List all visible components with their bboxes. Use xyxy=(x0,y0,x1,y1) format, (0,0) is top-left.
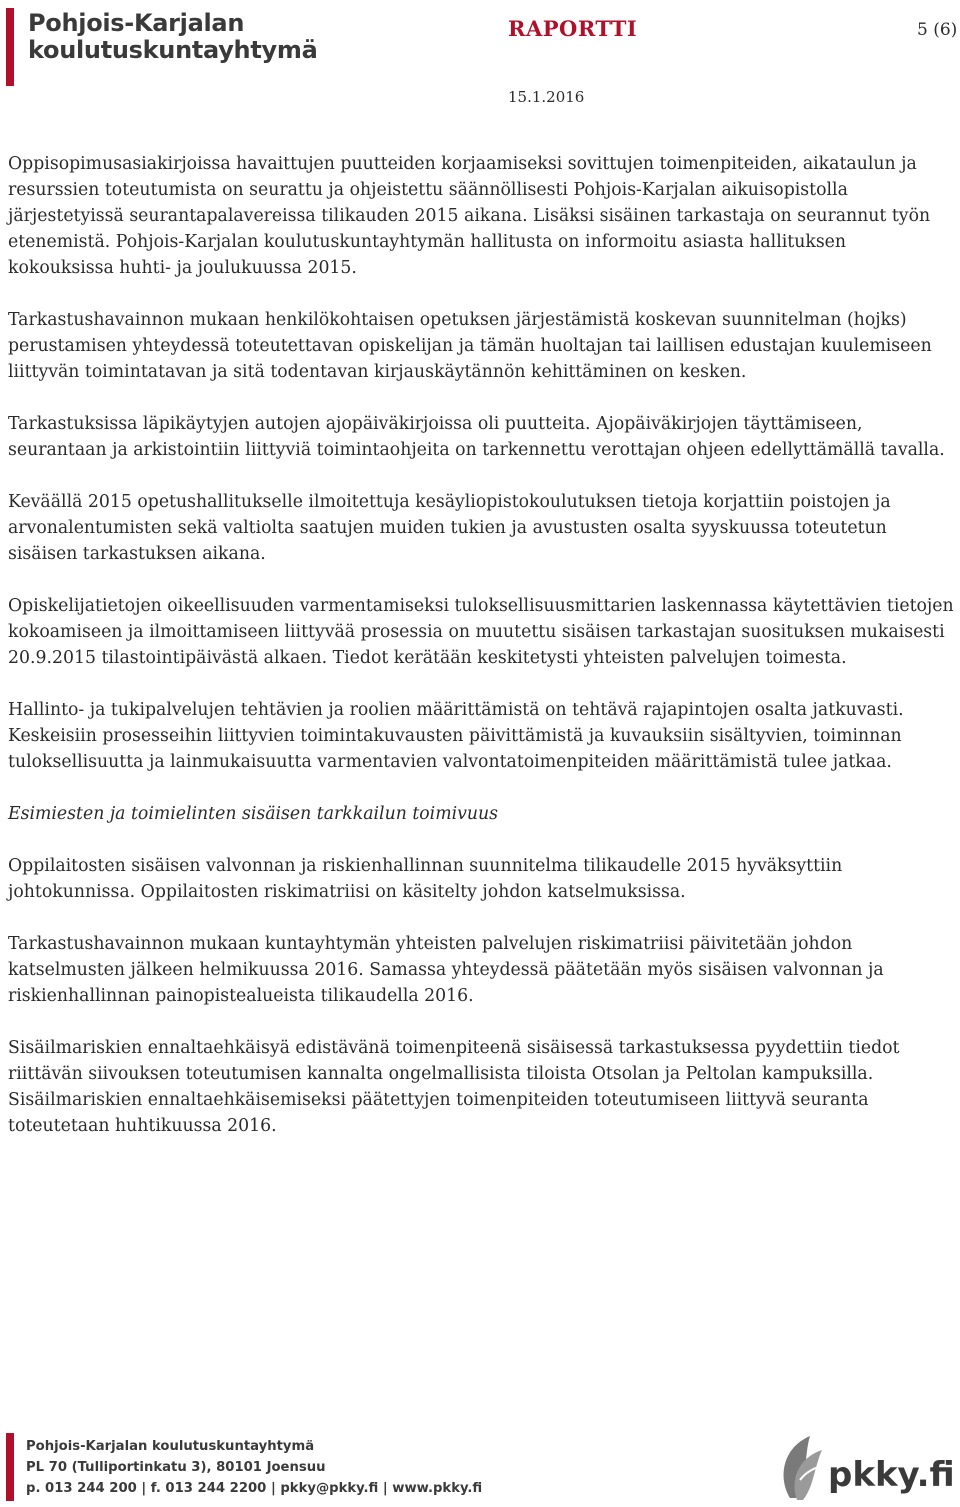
footer-org: Pohjois-Karjalan koulutuskuntayhtymä xyxy=(26,1439,315,1454)
page-number: 5 (6) xyxy=(917,20,958,40)
pkky-logo xyxy=(770,1428,958,1504)
paragraph: Sisäilmariskien ennaltaehkäisyä edistävänä toimenpiteenä sisäisessä tarkastuksessa pyydettiin tiedot riittävän siivouksen toteutumisen kannalta ongelmallisista tiloista Otsolan ja Peltolan kampuksilla. Sisäilmariskien ennaltaehkäisemiseksi päätettyjen toimenpiteiden toteutumiseen liittyvä seuranta toteutetaan huhtikuussa 2016. xyxy=(8,1038,900,1136)
paragraph: Hallinto- ja tukipalvelujen tehtävien ja roolien määrittämistä on tehtävä rajapintojen osalta jatkuvasti. Keskeisiin prosesseihin liittyvien toimintakuvausten päivittämistä ja kuvauksiin sisältyvien, toiminnan tuloksellisuutta ja lainmukaisuutta varmentavien valvontatoimenpiteiden määrittämistä tulee jatkaa. xyxy=(8,700,904,772)
document-body xyxy=(8,151,956,1165)
paragraph: Tarkastushavainnon mukaan henkilökohtaisen opetuksen järjestämistä koskevan suunnitelman (hojks) perustamisen yhteydessä toteutettavan opiskelijan ja tämän huoltajan tai laillisen edustajan kuulemiseen liittyvän toimintatavan ja sitä todentavan kirjauskäytännön kehittäminen on kesken. xyxy=(8,310,932,382)
document-type: RAPORTTI xyxy=(508,16,638,41)
pkky-leaf-icon xyxy=(770,1428,958,1504)
paragraph: Oppisopimusasiakirjoissa havaittujen puutteiden korjaamiseksi sovittujen toimenpiteiden, aikataulun ja resurssien toteutumista on seurattu ja ohjeistettu säännöllisesti Pohjois-Karjalan aikuisopistolla järjestetyissä seurantapalavereissa tilikauden 2015 aikana. Lisäksi sisäinen tarkastaja on seurannut työn etenemistä. Pohjois-Karjalan koulutuskuntayhtymän hallitusta on informoitu asiasta hallituksen kokouksissa huhti- ja joulukuussa 2015. xyxy=(8,154,931,278)
header-logo xyxy=(28,10,317,64)
org-name-line2: koulutuskuntayhtymä xyxy=(28,36,318,64)
paragraph: Opiskelijatietojen oikeellisuuden varmentamiseksi tuloksellisuusmittarien laskennassa käytettävien tietojen kokoamiseen ja ilmoittamiseen liittyvää prosessia on muutettu sisäisen tarkastajan suosituksen mukaisesti 20.9.2015 tilastointipäivästä alkaen. Tiedot kerätään keskitetysti yhteisten palvelujen toimesta. xyxy=(8,596,954,668)
pkky-logo-text: pkky.fi xyxy=(828,1455,955,1495)
paragraph: Tarkastuksissa läpikäytyjen autojen ajopäiväkirjoissa oli puutteita. Ajopäiväkirjojen täyttämiseen, seurantaan ja arkistointiin liittyviä toimintaohjeita on tarkennettu verottajan ohjeen edellyttämällä tavalla. xyxy=(8,414,945,460)
footer-contact-line: p. 013 244 200 | f. 013 244 2200 | pkky@pkky.fi | www.pkky.fi xyxy=(26,1481,483,1496)
section-heading: Esimiesten ja toimielinten sisäisen tarkkailun toimivuus xyxy=(8,804,499,824)
document-date: 15.1.2016 xyxy=(508,88,585,106)
header-logo-bar xyxy=(6,8,14,86)
paragraph: Oppilaitosten sisäisen valvonnan ja riskienhallinnan suunnitelma tilikaudelle 2015 hyväksyttiin johtokunnissa. Oppilaitosten riskimatriisi on käsitelty johdon katselmuksissa. xyxy=(8,856,843,902)
footer-logo-bar xyxy=(6,1433,14,1501)
footer-contact xyxy=(26,1436,482,1499)
org-name-line1: Pohjois-Karjalan xyxy=(28,9,245,37)
paragraph: Tarkastushavainnon mukaan kuntayhtymän yhteisten palvelujen riskimatriisi päivitetään johdon katselmusten jälkeen helmikuussa 2016. Samassa yhteydessä päätetään myös sisäisen valvonnan ja riskienhallinnan painopistealueista tilikaudella 2016. xyxy=(8,934,884,1006)
footer-address: PL 70 (Tulliportinkatu 3), 80101 Joensuu xyxy=(26,1460,326,1475)
paragraph: Keväällä 2015 opetushallitukselle ilmoitettuja kesäyliopistokoulutuksen tietoja korjattiin poistojen ja arvonalentumisten sekä valtiolta saatujen muiden tukien ja avustusten osalta syyskuussa toteutetun sisäisen tarkastuksen aikana. xyxy=(8,492,891,564)
